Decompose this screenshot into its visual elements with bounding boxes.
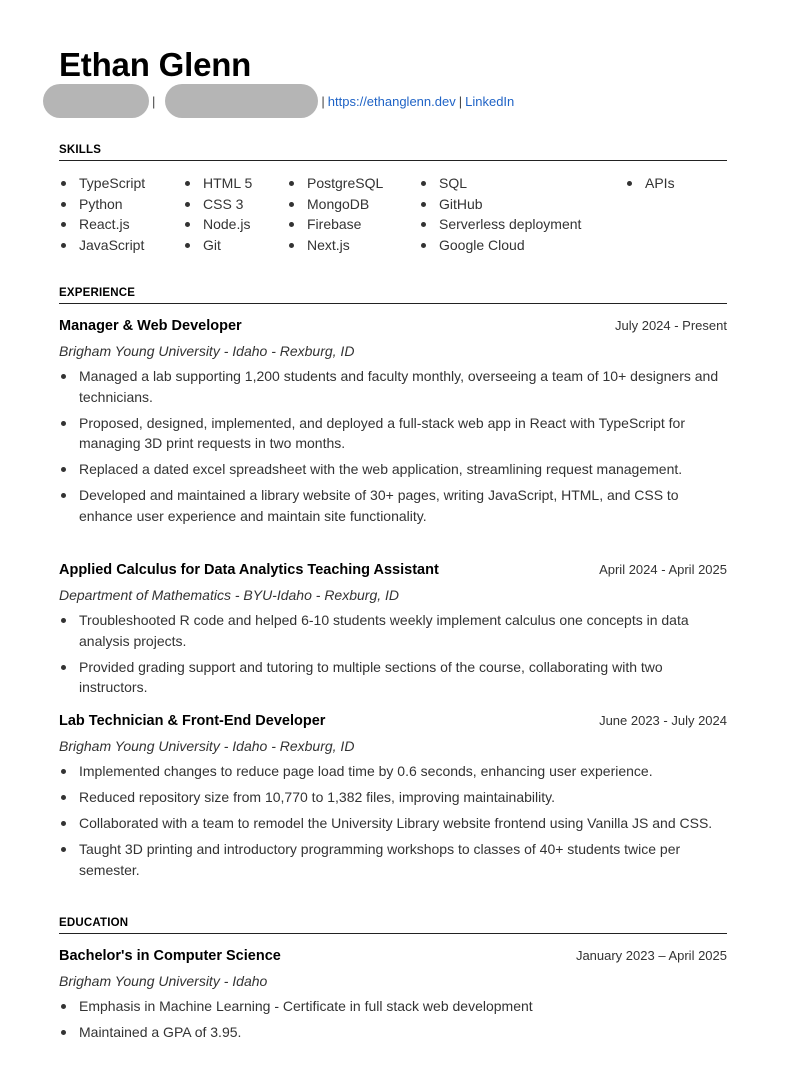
bullet-item: Taught 3D printing and introductory programming workshops to classes of 40+ students twice per semester. (59, 839, 727, 880)
bullet-item: Maintained a GPA of 3.95. (59, 1022, 727, 1043)
experience-entry (59, 318, 727, 532)
skills-column (419, 173, 581, 255)
experience-entry (59, 713, 727, 886)
skill-item: HTML 5 (183, 173, 252, 194)
skill-item: MongoDB (287, 194, 383, 215)
bullet-item: Proposed, designed, implemented, and deployed a full-stack web app in React with TypeScript for managing 3D print requests in two months. (59, 413, 727, 454)
job-title: Applied Calculus for Data Analytics Teaching Assistant (59, 562, 439, 578)
separator: | (321, 93, 325, 109)
separator: | (152, 93, 156, 109)
degree-bullets (59, 996, 727, 1043)
skill-item: GitHub (419, 194, 581, 215)
job-title: Manager & Web Developer (59, 318, 242, 334)
skill-item: Google Cloud (419, 235, 581, 256)
skills-column (183, 173, 252, 255)
skill-item: Python (59, 194, 145, 215)
degree-title: Bachelor's in Computer Science (59, 948, 281, 964)
skills-column (59, 173, 145, 255)
bullet-item: Reduced repository size from 10,770 to 1,382 files, improving maintainability. (59, 787, 727, 808)
linkedin-link[interactable]: LinkedIn (465, 93, 515, 109)
skill-item: PostgreSQL (287, 173, 383, 194)
job-date: April 2024 - April 2025 (599, 562, 727, 577)
skill-item: Git (183, 235, 252, 256)
skill-item: Firebase (287, 214, 383, 235)
education-heading: EDUCATION (59, 917, 727, 934)
bullet-item: Troubleshooted R code and helped 6-10 students weekly implement calculus one concepts in data analysis projects. (59, 610, 727, 651)
experience-heading: EXPERIENCE (59, 287, 727, 304)
degree-date: January 2023 – April 2025 (575, 948, 727, 963)
skills-column (625, 173, 675, 194)
job-bullets (59, 610, 727, 698)
contact-line (43, 84, 514, 118)
job-date: July 2024 - Present (614, 318, 727, 333)
redacted-phone-block (165, 84, 318, 118)
bullet-item: Implemented changes to reduce page load time by 0.6 seconds, enhancing user experience. (59, 761, 727, 782)
page-title: Ethan Glenn (59, 46, 252, 83)
entry-header (59, 948, 727, 968)
bullet-item: Replaced a dated excel spreadsheet with the web application, streamlining request management. (59, 459, 727, 480)
skill-item: Next.js (287, 235, 383, 256)
skill-item: APIs (625, 173, 675, 194)
bullet-item: Emphasis in Machine Learning - Certificate in full stack web development (59, 996, 727, 1017)
entry-header (59, 713, 727, 733)
experience-entry (59, 562, 727, 703)
skill-item: CSS 3 (183, 194, 252, 215)
skill-item: JavaScript (59, 235, 145, 256)
entry-header (59, 562, 727, 582)
bullet-item: Collaborated with a team to remodel the University Library website frontend using Vanilla JS and CSS. (59, 813, 727, 834)
separator: | (458, 93, 463, 109)
bullet-item: Developed and maintained a library website of 30+ pages, writing JavaScript, HTML, and CSS to enhance user experience and maintain site functionality. (59, 485, 727, 526)
skill-item: TypeScript (59, 173, 145, 194)
job-title: Lab Technician & Front-End Developer (59, 713, 326, 729)
job-bullets (59, 366, 727, 526)
job-org: Brigham Young University - Idaho - Rexburg, ID (59, 343, 355, 359)
education-entry (59, 948, 727, 1048)
redacted-email-block (43, 84, 149, 118)
job-date: June 2023 - July 2024 (599, 713, 727, 728)
skill-item: SQL (419, 173, 581, 194)
skills-heading: SKILLS (59, 144, 727, 161)
job-org: Department of Mathematics - BYU-Idaho - Rexburg, ID (59, 587, 400, 603)
skill-item: Serverless deployment (419, 214, 581, 235)
bullet-item: Provided grading support and tutoring to multiple sections of the course, collaborating with two instructors. (59, 657, 727, 698)
bullet-item: Managed a lab supporting 1,200 students and faculty monthly, overseeing a team of 10+ designers and technicians. (59, 366, 727, 407)
job-bullets (59, 761, 727, 880)
skill-item: Node.js (183, 214, 252, 235)
skills-column (287, 173, 383, 255)
skills-list (59, 173, 727, 257)
degree-org: Brigham Young University - Idaho (59, 973, 268, 989)
entry-header (59, 318, 727, 338)
skill-item: React.js (59, 214, 145, 235)
job-org: Brigham Young University - Idaho - Rexburg, ID (59, 738, 355, 754)
website-link[interactable]: https://ethanglenn.dev (327, 93, 456, 109)
